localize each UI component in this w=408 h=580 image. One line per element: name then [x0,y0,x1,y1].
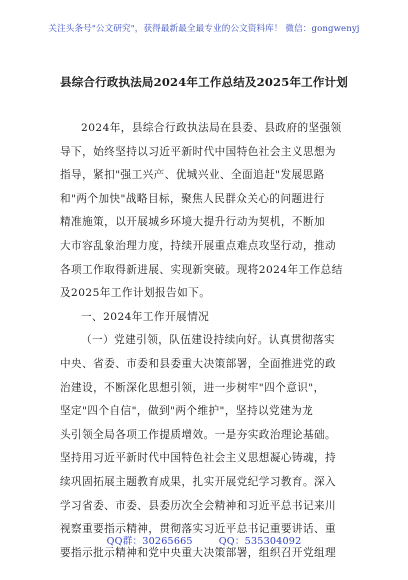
body-line: 头引领全局各项工作提质增效。一是夯实政治理论基础。 [60,428,337,441]
footer-qq: QQ：535304092 [218,536,302,547]
body-line: （一）党建引领，队伍建设持续向好。认真贯彻落实 [81,334,336,347]
footer-qq-group: QQ群：30265665 [106,536,193,547]
document-body [60,117,360,565]
body-line: 各项工作取得新进展、实现新突破。现将2024年工作总结 [60,263,343,276]
body-line: 坚定"四个自信"，做到"两个维护"，坚持以党建为龙 [60,405,314,418]
body-line: 和"两个加快"战略目标，聚焦人民群众关心的问题进行 [60,192,325,205]
body-line: 坚持用习近平新时代中国特色社会主义思想凝心铸魂，持 [60,452,337,465]
body-line: 治建设，不断深化思想引领，进一步树牢"四个意识"， [60,381,325,394]
footer-contact [0,533,408,547]
document-title: 县综合行政执法局2024年工作总结及2025年工作计划 [60,75,348,89]
body-line: 指导，紧扣"强工兴产、优城兴业、全面追赶"发展思路 [60,169,325,182]
header-banner: 关注头条号"公文研究"，获得最新最全最专业的公文资料库！ 微信：gongwenyj [48,24,360,34]
body-line: 导下，始终坚持以习近平新时代中国特色社会主义思想为 [60,145,337,158]
body-line: 学习省委、市委、县委历次全会精神和习近平总书记来川 [60,499,337,512]
body-line: 续巩固拓展主题教育成果，扎实开展党纪学习教育。深入 [60,475,337,488]
body-line: 精准施策，以开展城乡环境大提升行动为契机，不断加 [60,216,326,229]
body-line: 2024年，县综合行政执法局在县委、县政府的坚强领 [81,122,342,134]
section-heading: 一、2024年工作开展情况 [81,310,210,323]
body-line: 视察重要指示精神，贯彻落实习近平总书记重要讲话、重 [60,523,337,536]
body-line: 中央、省委、市委和县委重大决策部署，全面推进党的政 [60,357,337,370]
body-line: 要指示批示精神和党中央重大决策部署，组织召开党组理 [60,546,337,559]
body-line: 大市容乱象治理力度，持续开展重点难点攻坚行动，推动 [60,239,337,252]
body-line: 及2025年工作计划报告如下。 [60,287,211,300]
